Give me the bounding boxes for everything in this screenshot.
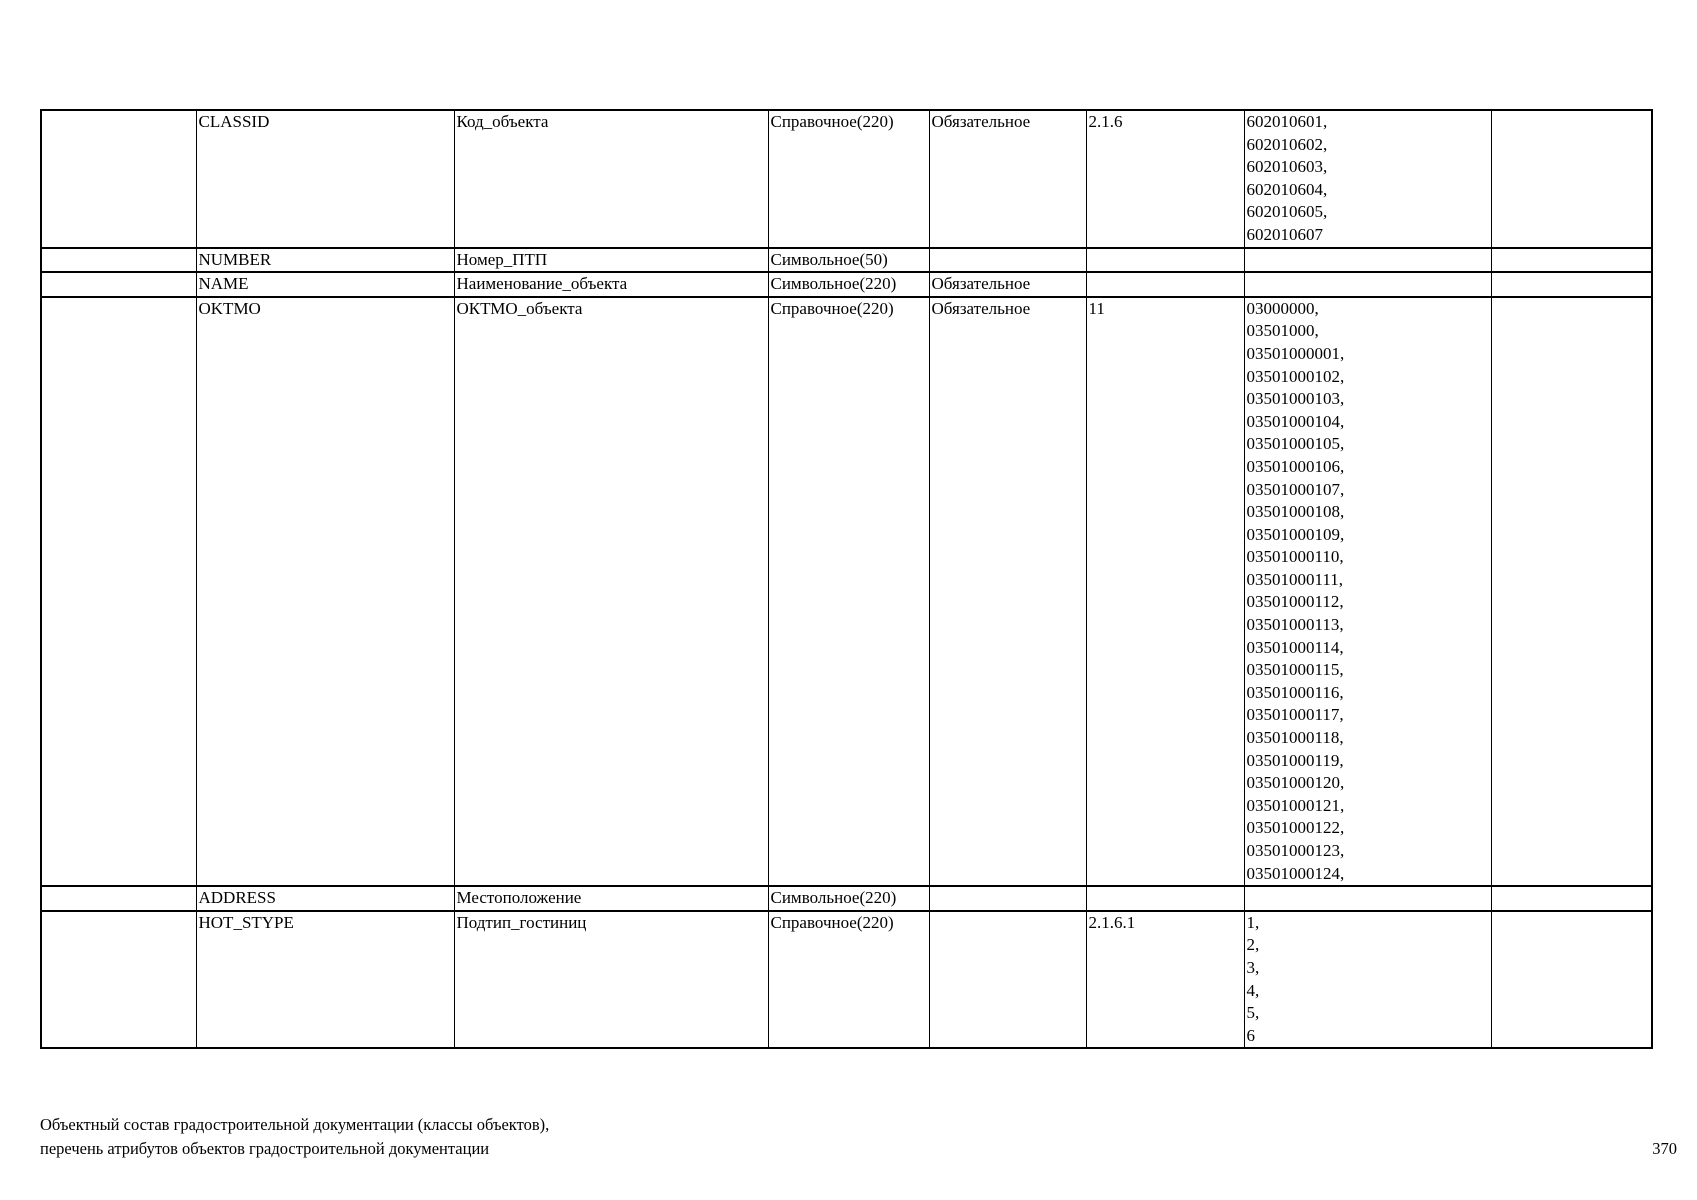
allowed-value: 602010603, — [1246, 157, 1328, 177]
attribute-code-cell: OKTMO — [196, 297, 454, 886]
attribute-name-cell: Наименование_объекта — [454, 272, 768, 297]
attribute-code-cell: NAME — [196, 272, 454, 297]
reference-section-cell: 2.1.6 — [1086, 110, 1244, 248]
allowed-value: 03501000113, — [1246, 615, 1344, 635]
group-cell — [41, 110, 196, 248]
allowed-value: 03501000, — [1246, 321, 1319, 341]
allowed-values-cell — [1244, 272, 1491, 297]
footer-caption-line-2: перечень атрибутов объектов градостроительной документации — [40, 1139, 490, 1158]
attribute-code-cell: CLASSID — [196, 110, 454, 248]
attribute-name-cell: Номер_ПТП — [454, 248, 768, 273]
allowed-value: 03501000115, — [1246, 660, 1344, 680]
group-cell — [41, 911, 196, 1049]
attribute-type-cell: Справочное(220) — [768, 911, 929, 1049]
reference-section-cell — [1086, 886, 1244, 911]
allowed-value: 03501000121, — [1246, 795, 1345, 815]
note-cell — [1491, 886, 1652, 911]
attribute-required-cell — [929, 911, 1086, 1049]
allowed-value: 6 — [1246, 1025, 1255, 1045]
attribute-required-cell — [929, 886, 1086, 911]
allowed-value: 3, — [1246, 957, 1260, 977]
footer-caption-line-1: Объектный состав градостроительной документации (классы объектов), — [40, 1115, 550, 1134]
attribute-name-cell: Код_объекта — [454, 110, 768, 248]
table-row — [41, 272, 1652, 297]
allowed-value: 03501000110, — [1246, 547, 1344, 567]
allowed-value: 602010601, — [1246, 112, 1328, 131]
attribute-required-cell — [929, 248, 1086, 273]
allowed-value: 03000000, — [1246, 298, 1319, 318]
allowed-value: 03501000108, — [1246, 502, 1345, 522]
table-row — [41, 248, 1652, 273]
attribute-type-cell: Справочное(220) — [768, 297, 929, 886]
attribute-type-cell: Символьное(220) — [768, 886, 929, 911]
table-row — [41, 911, 1652, 1049]
allowed-value: 03501000119, — [1246, 750, 1344, 770]
allowed-value: 03501000122, — [1246, 818, 1345, 838]
allowed-value: 03501000124, — [1246, 863, 1345, 883]
note-cell — [1491, 110, 1652, 248]
table-row — [41, 110, 1652, 248]
allowed-value: 03501000106, — [1246, 456, 1345, 476]
allowed-values-cell — [1244, 911, 1491, 1049]
reference-section-cell — [1086, 272, 1244, 297]
attribute-name-cell: ОКТМО_объекта — [454, 297, 768, 886]
allowed-value: 4, — [1246, 980, 1260, 1000]
allowed-value: 602010604, — [1246, 179, 1328, 199]
attribute-required-cell: Обязательное — [929, 297, 1086, 886]
attribute-type-cell: Справочное(220) — [768, 110, 929, 248]
allowed-value: 03501000103, — [1246, 389, 1345, 409]
attribute-code-cell: NUMBER — [196, 248, 454, 273]
group-cell — [41, 886, 196, 911]
reference-section-cell: 2.1.6.1 — [1086, 911, 1244, 1049]
group-cell — [41, 297, 196, 886]
allowed-value: 1, — [1246, 912, 1260, 932]
note-cell — [1491, 911, 1652, 1049]
allowed-values-cell — [1244, 248, 1491, 273]
allowed-value: 03501000102, — [1246, 366, 1345, 386]
table-row — [41, 886, 1652, 911]
group-cell — [41, 272, 196, 297]
allowed-value: 5, — [1246, 1003, 1260, 1023]
allowed-values-cell — [1244, 110, 1491, 248]
allowed-value: 602010605, — [1246, 202, 1328, 222]
group-cell — [41, 248, 196, 273]
note-cell — [1491, 297, 1652, 886]
allowed-value: 03501000123, — [1246, 841, 1345, 860]
table-row — [41, 297, 1652, 886]
allowed-value: 03501000120, — [1246, 773, 1345, 793]
allowed-value: 03501000114, — [1246, 637, 1344, 657]
allowed-value: 03501000105, — [1246, 434, 1345, 454]
allowed-value: 602010607 — [1246, 224, 1323, 244]
allowed-value: 03501000001, — [1246, 343, 1345, 363]
attribute-required-cell: Обязательное — [929, 110, 1086, 248]
reference-section-cell — [1086, 248, 1244, 273]
attribute-code-cell: ADDRESS — [196, 886, 454, 911]
allowed-value: 03501000112, — [1246, 592, 1344, 612]
allowed-value: 03501000104, — [1246, 411, 1345, 431]
allowed-value: 03501000111, — [1246, 569, 1343, 589]
attribute-type-cell: Символьное(220) — [768, 272, 929, 297]
allowed-value: 03501000117, — [1246, 705, 1344, 725]
allowed-value: 03501000116, — [1246, 682, 1344, 702]
attribute-name-cell: Местоположение — [454, 886, 768, 911]
attribute-type-cell: Символьное(50) — [768, 248, 929, 273]
allowed-value: 03501000118, — [1246, 728, 1344, 748]
reference-section-cell: 11 — [1086, 297, 1244, 886]
attributes-table — [40, 109, 1653, 1049]
attribute-name-cell: Подтип_гостиниц — [454, 911, 768, 1049]
allowed-values-cell — [1244, 297, 1491, 886]
allowed-values-cell — [1244, 886, 1491, 911]
attribute-code-cell: HOT_STYPE — [196, 911, 454, 1049]
page-number: 370 — [1652, 1139, 1677, 1158]
note-cell — [1491, 272, 1652, 297]
allowed-value: 2, — [1246, 935, 1260, 955]
table-body — [41, 110, 1652, 1048]
note-cell — [1491, 248, 1652, 273]
document-footer-caption — [40, 1113, 940, 1161]
allowed-value: 602010602, — [1246, 134, 1328, 154]
allowed-value: 03501000107, — [1246, 479, 1345, 499]
attribute-required-cell: Обязательное — [929, 272, 1086, 297]
allowed-value: 03501000109, — [1246, 524, 1345, 544]
